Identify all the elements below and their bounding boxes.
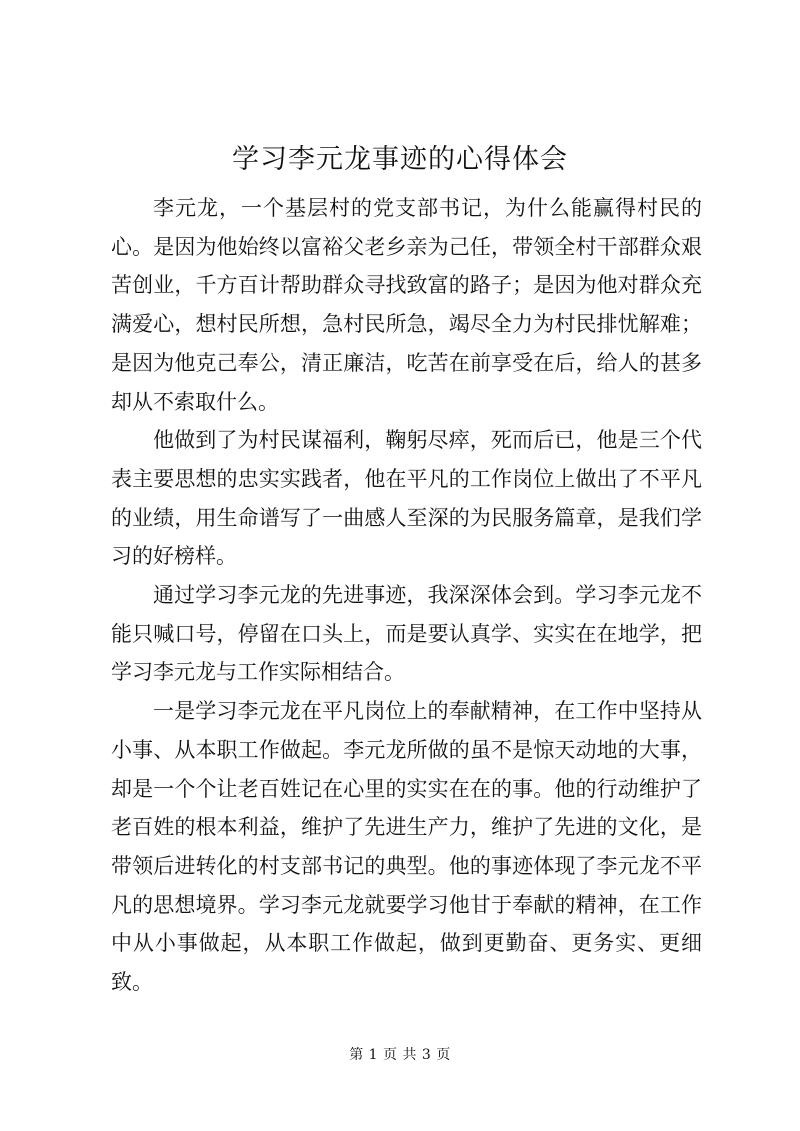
page-footer: 第 1 页 共 3 页 (349, 1047, 451, 1063)
document-title: 学习李元龙事迹的心得体会 (232, 144, 568, 175)
paragraph-3: 通过学习李元龙的先进事迹，我深深体会到。学习李元龙不能只喊口号，停留在口头上，而是要认真学、实实在在地学，把学习李元龙与工作实际相结合。 (111, 583, 702, 685)
paragraph-2: 他做到了为村民谋福利，鞠躬尽瘁，死而后已，他是三个代表主要思想的忠实实践者，他在平凡的工作岗位上做出了不平凡的业绩，用生命谱写了一曲感人至深的为民服务篇章，是我们学习的好榜样。 (111, 428, 702, 569)
paragraph-1: 李元龙，一个基层村的党支部书记，为什么能赢得村民的心。是因为他始终以富裕父老乡亲为己任，带领全村干部群众艰苦创业，千方百计帮助群众寻找致富的路子；是因为他对群众充满爱心，想村民所想，急村民所急，竭尽全力为村民排忧解难；是因为他克己奉公，清正廉洁，吃苦在前享受在后，给人的甚多却从不索取什么。 (111, 196, 702, 414)
paragraph-4: 一是学习李元龙在平凡岗位上的奉献精神，在工作中坚持从小事、从本职工作做起。李元龙所做的虽不是惊天动地的大事，却是一个个让老百姓记在心里的实实在在的事。他的行动维护了老百姓的根本利益，维护了先进生产力，维护了先进的文化，是带领后进转化的村支部书记的典型。他的事迹体现了李元龙不平凡的思想境界。学习李元龙就要学习他甘于奉献的精神，在工作中从小事做起，从本职工作做起，做到更勤奋、更务实、更细致。 (111, 699, 702, 995)
document-body (111, 189, 702, 1002)
